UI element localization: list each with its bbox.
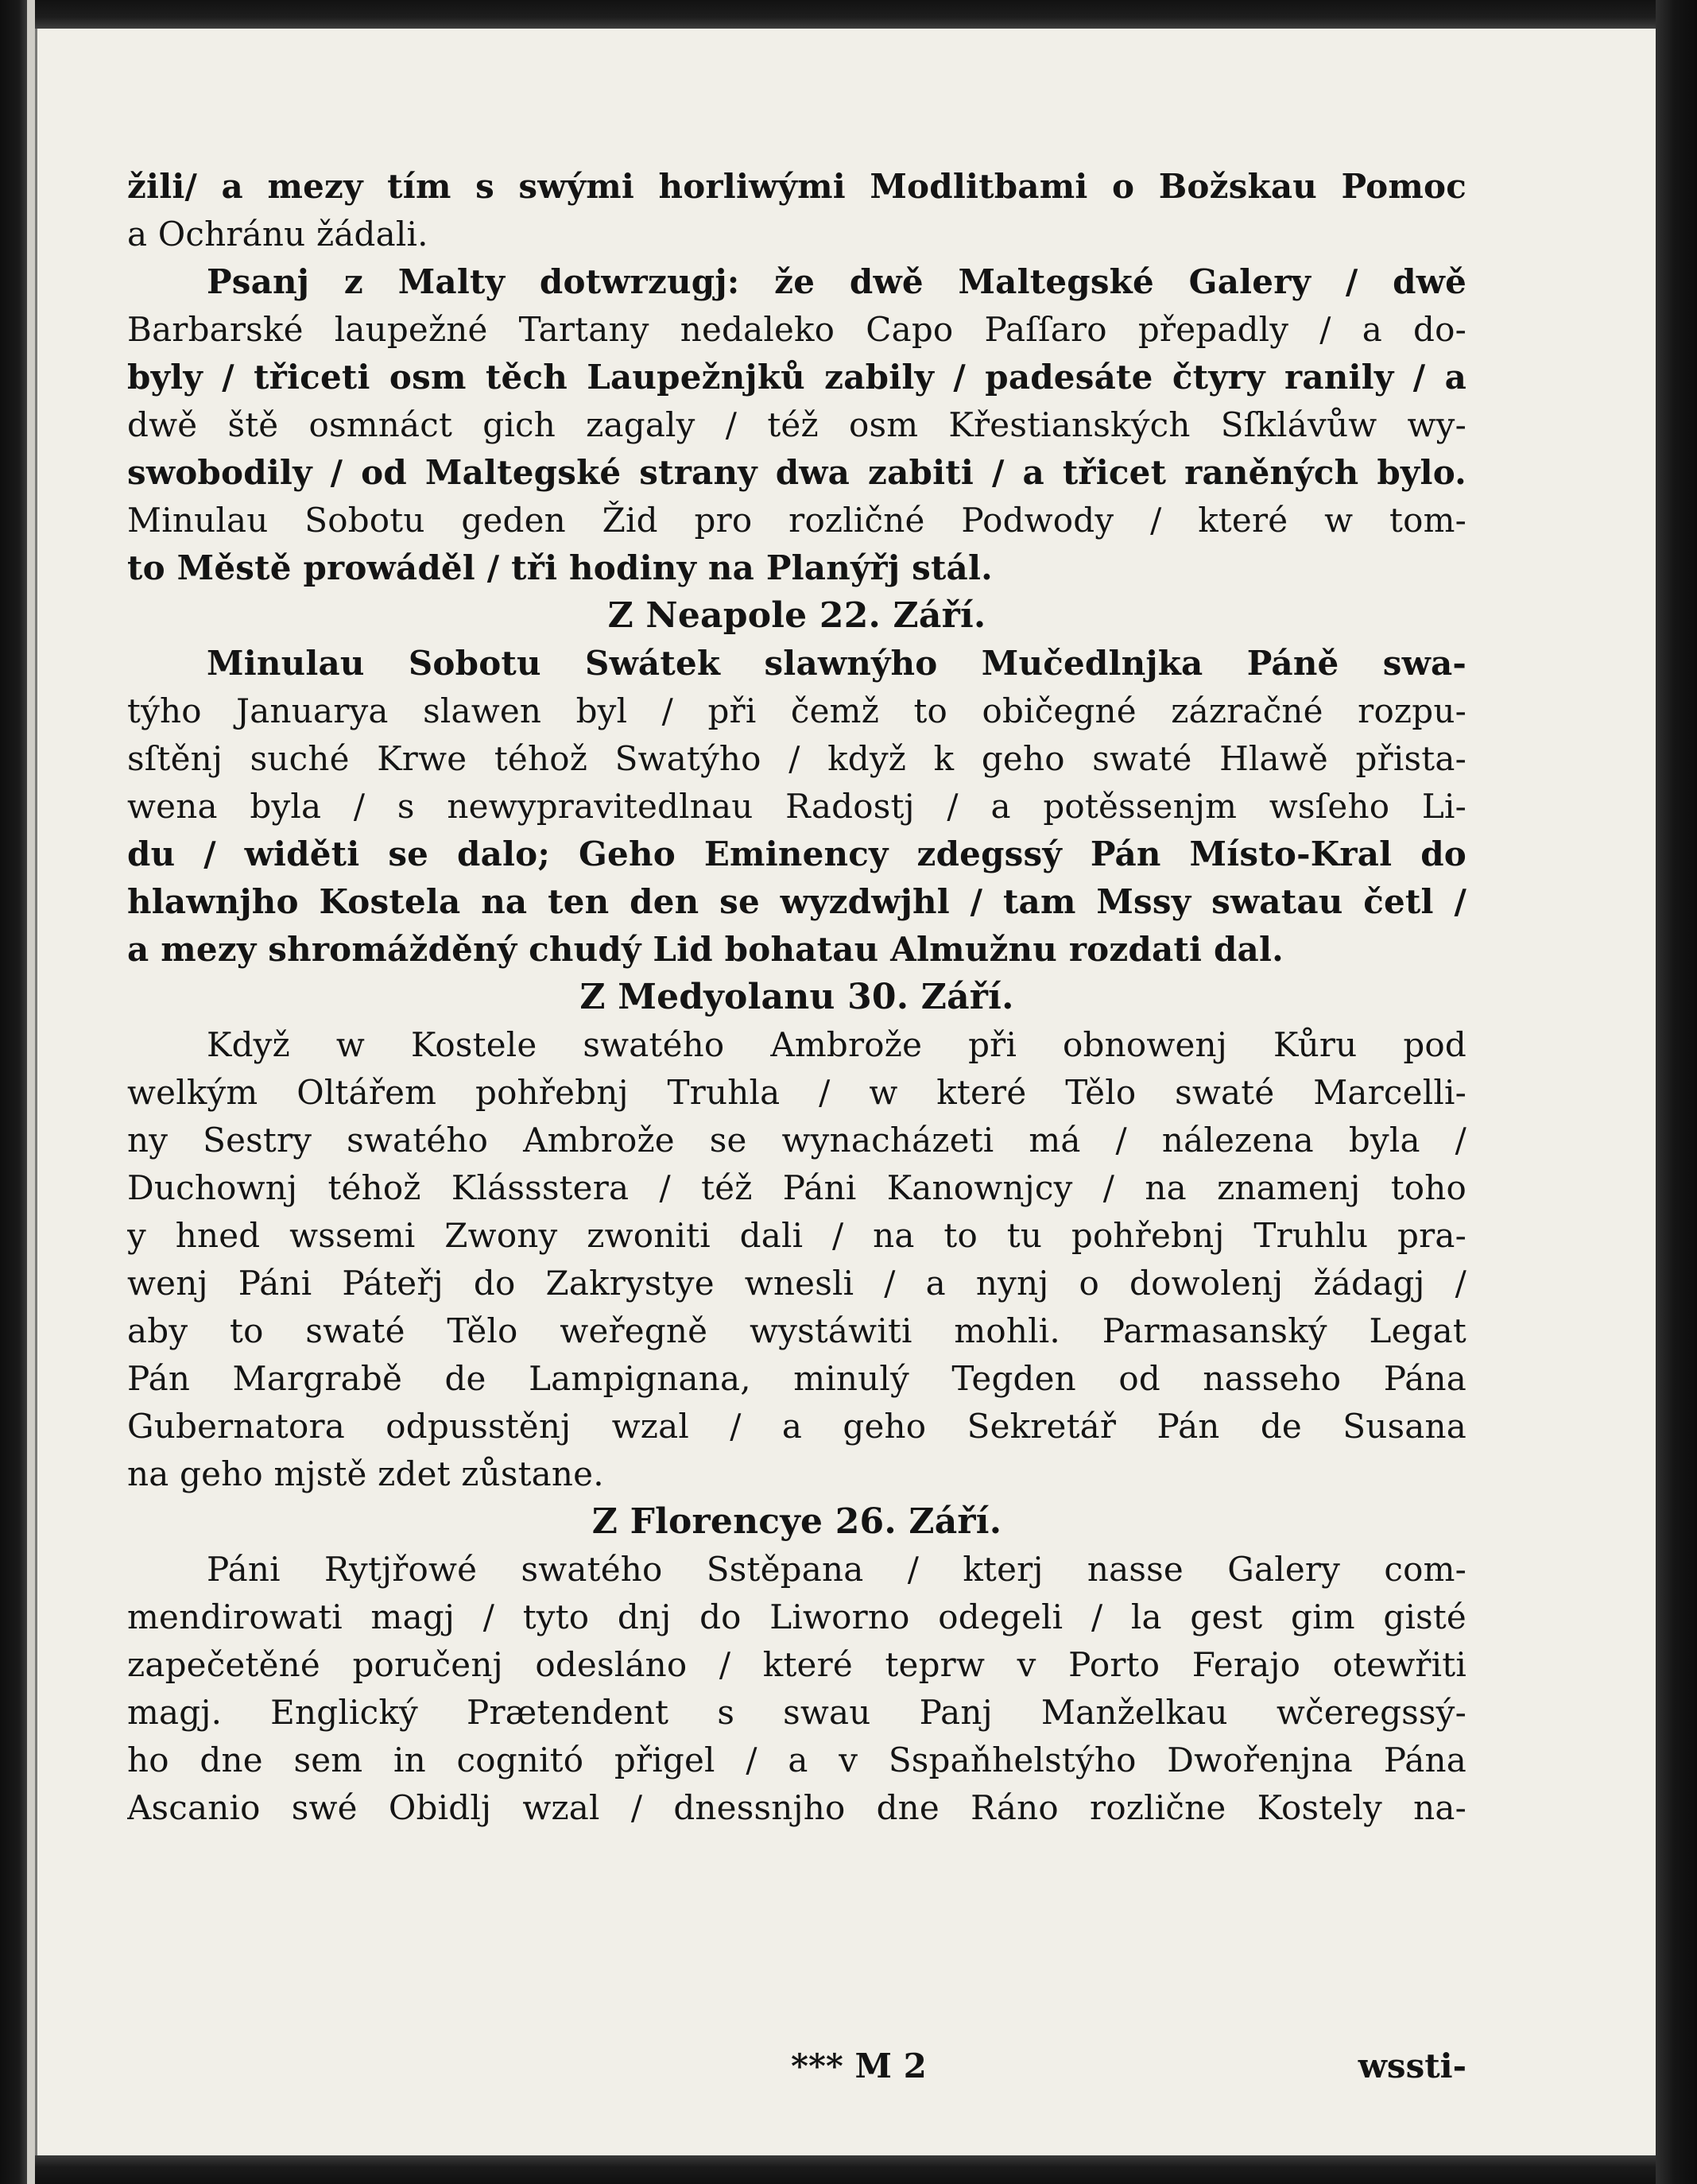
text-line: byly / třiceti osm těch Laupežnjků zabily / padesáte čtyry ranily / a bbox=[127, 358, 1466, 397]
text-line: a Ochránu žádali. bbox=[127, 215, 428, 254]
text-line: Duchownj téhož Klássstera / též Páni Kanownjcy / na znamenj toho bbox=[127, 1168, 1466, 1207]
text-line: žili/ a mezy tím s swými horliwými Modlitbami o Božskau Pomoc bbox=[127, 167, 1466, 206]
text-line: to Městě prowáděl / tři hodiny na Planýřj stál. bbox=[127, 548, 993, 587]
section-heading: Z Medyolanu 30. Září. bbox=[579, 977, 1014, 1017]
text-line: Pán Margrabě de Lampignana, minulý Tegden od nasseho Pána bbox=[127, 1359, 1466, 1398]
page-footer bbox=[127, 2043, 1466, 2090]
text-line: aby to swaté Tělo weřegně wystáwiti mohli. Parmasanský Legat bbox=[127, 1311, 1466, 1350]
text-line: Ascanio swé Obidlj wzal / dnessnjho dne Ráno rozlične Kostely na- bbox=[127, 1788, 1466, 1827]
text-line: du / widěti se dalo; Geho Eminency zdegssý Pán Místo-Kral do bbox=[127, 834, 1466, 873]
text-line: Minulau Sobotu geden Žid pro rozličné Podwody / které w tom- bbox=[127, 501, 1466, 540]
scan-border-right bbox=[1656, 0, 1697, 2184]
gutter-line bbox=[35, 29, 37, 2155]
page-gutter bbox=[27, 0, 35, 2184]
scan-border-bottom bbox=[0, 2155, 1697, 2184]
text-line: Psanj z Malty dotwrzugj: že dwě Maltegské Galery / dwě bbox=[207, 262, 1466, 301]
text-line: týho Januarya slawen byl / při čemž to običegné zázračné rozpu- bbox=[127, 691, 1466, 730]
text-line: hlawnjho Kostela na ten den se wyzdwjhl / tam Mssy swatau četl / bbox=[127, 882, 1466, 921]
text-line: swobodily / od Maltegské strany dwa zabiti / a třicet raněných bylo. bbox=[127, 453, 1466, 492]
text-line: ny Sestry swatého Ambrože se wynacházeti má / nálezena byla / bbox=[127, 1121, 1466, 1160]
section-heading: Z Florencye 26. Září. bbox=[591, 1501, 1002, 1542]
text-line: welkým Oltářem pohřebnj Truhla / w které Tělo swaté Marcelli- bbox=[127, 1073, 1466, 1112]
text-line: zapečetěné poručenj odesláno / které teprw v Porto Ferajo otewřiti bbox=[127, 1645, 1466, 1684]
text-line: na geho mjstě zdet zůstane. bbox=[127, 1454, 604, 1493]
text-line: mendirowati magj / tyto dnj do Liworno odegeli / la gest gim gisté bbox=[127, 1597, 1466, 1636]
text-line: wena byla / s newypravitedlnau Radostj / a potěssenjm wsſeho Li- bbox=[127, 787, 1466, 826]
scan-border-left bbox=[0, 0, 27, 2184]
text-line: sſtěnj suché Krwe téhož Swatýho / když k geho swaté Hlawě přista- bbox=[127, 739, 1466, 778]
signature-mark: *** M 2 bbox=[791, 2047, 927, 2085]
text-line: ho dne sem in cognitó přigel / a v Sspaňhelstýho Dwořenjna Pána bbox=[127, 1741, 1466, 1779]
body-text bbox=[127, 163, 1466, 1832]
text-line: Barbarské laupežné Tartany nedaleko Capo Paſſaro přepadly / a do- bbox=[127, 310, 1466, 349]
text-line: magj. Englický Prætendent s swau Panj Manželkau wčeregssý- bbox=[127, 1693, 1466, 1732]
text-line: Páni Rytjřowé swatého Sstěpana / kterj nasse Galery com- bbox=[207, 1550, 1466, 1589]
text-line: y hned wssemi Zwony zwoniti dali / na to tu pohřebnj Truhlu pra- bbox=[127, 1216, 1466, 1255]
text-line: Když w Kostele swatého Ambrože při obnowenj Kůru pod bbox=[207, 1025, 1466, 1064]
text-line: dwě ště osmnáct gich zagaly / též osm Křestianských Sſklávůw wy- bbox=[127, 405, 1466, 444]
catchword: wssti- bbox=[1358, 2047, 1466, 2085]
section-heading: Z Neapole 22. Září. bbox=[607, 595, 986, 636]
scan-border-top bbox=[0, 0, 1697, 29]
text-line: Gubernatora odpusstěnj wzal / a geho Sekretář Pán de Susana bbox=[127, 1407, 1466, 1446]
text-line: wenj Páni Páteřj do Zakrystye wnesli / a nynj o dowolenj žádagj / bbox=[127, 1264, 1466, 1303]
text-line: Minulau Sobotu Swátek slawnýho Mučedlnjka Páně swa- bbox=[207, 644, 1466, 683]
text-line: a mezy shromážděný chudý Lid bohatau Almužnu rozdati dal. bbox=[127, 930, 1284, 969]
